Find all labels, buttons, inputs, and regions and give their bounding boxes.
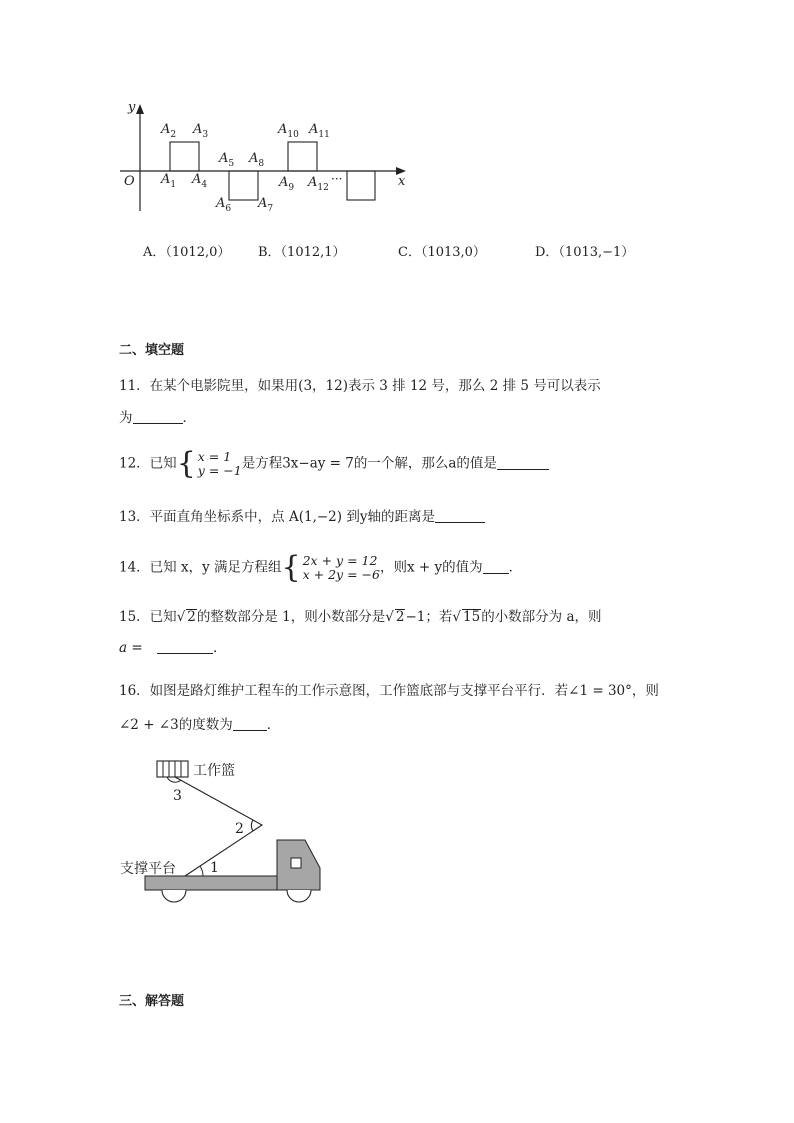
q15-text3: 的小数部分为 a，则 bbox=[481, 609, 602, 625]
option-b[interactable]: B．（1012,1） bbox=[258, 245, 346, 260]
label-a5: $A_5$ bbox=[219, 151, 235, 169]
q14-text: ，则x + y的值为 bbox=[379, 559, 483, 576]
q12-system bbox=[198, 450, 242, 478]
question-16-line1: 16．如图是路灯维护工程车的工作示意图，工作篮底部与支撑平台平行．若∠1 = 30°，则 bbox=[119, 683, 659, 699]
q15-answer-blank[interactable] bbox=[157, 639, 213, 654]
work-basket bbox=[157, 761, 188, 777]
wheel-rear bbox=[287, 890, 311, 902]
q15-radical-1: 2 bbox=[187, 609, 196, 625]
platform-label: 支撑平台 bbox=[120, 861, 176, 877]
square-a5-a8 bbox=[229, 171, 258, 200]
label-a9: $A_9$ bbox=[279, 175, 295, 193]
q14-eq1: 2x + y = 12 bbox=[302, 553, 378, 568]
label-a7: $A_7$ bbox=[258, 196, 274, 214]
angle-2-label: 2 bbox=[235, 821, 244, 837]
q15-end: ． bbox=[212, 640, 227, 656]
q14-system bbox=[303, 554, 380, 582]
x-axis-label: x bbox=[398, 174, 406, 189]
q14-prefix: 14．已知 x，y 满足方程组 bbox=[119, 559, 282, 576]
q12-text: 是方程3x−ay = 7的一个解，那么a的值是 bbox=[241, 455, 497, 472]
q15-a-equals: a = bbox=[119, 640, 147, 656]
option-a[interactable]: A．（1012,0） bbox=[143, 245, 231, 260]
square-wave-graph bbox=[110, 95, 420, 220]
q12-answer-blank[interactable] bbox=[497, 455, 549, 470]
q15-text1: 的整数部分是 1，则小数部分是 bbox=[196, 609, 386, 625]
q16-answer-blank[interactable] bbox=[233, 716, 267, 731]
label-a11: $A_{11}$ bbox=[309, 122, 330, 140]
q12-eq2: y = −1 bbox=[197, 463, 242, 478]
question-13 bbox=[119, 507, 485, 527]
question-11-line1: 11．在某个电影院里，如果用(3，12)表示 3 排 12 号，那么 2 排 5 号可以表示 bbox=[119, 378, 601, 394]
q12-brace: { bbox=[176, 446, 196, 481]
label-a2: $A_2$ bbox=[161, 122, 177, 140]
label-a3: $A_3$ bbox=[193, 122, 209, 140]
question-12 bbox=[119, 446, 549, 481]
q12-eq1: x = 1 bbox=[197, 449, 232, 464]
label-a1: $A_1$ bbox=[161, 172, 177, 190]
q13-answer-blank[interactable] bbox=[435, 508, 485, 523]
angle-1-label: 1 bbox=[210, 860, 219, 876]
square-a1-a4 bbox=[170, 142, 199, 171]
q11-prefix: 为 bbox=[119, 410, 133, 426]
ellipsis-dots: ··· bbox=[331, 172, 343, 186]
q11-end: ． bbox=[182, 410, 196, 426]
y-axis-arrow bbox=[136, 104, 144, 114]
wheel-front bbox=[162, 890, 186, 902]
q15-radical-2: 2 bbox=[395, 609, 405, 625]
q14-eq2: x + 2y = −6 bbox=[302, 567, 380, 582]
label-a4: $A_4$ bbox=[192, 172, 208, 190]
section-heading-solve: 三、解答题 bbox=[119, 994, 185, 1009]
q16-end: ． bbox=[266, 717, 281, 733]
angle-3-label: 3 bbox=[173, 788, 182, 804]
q15-text2: −1；若 bbox=[405, 609, 453, 625]
cab-window bbox=[291, 858, 301, 868]
angle-2-arc bbox=[251, 820, 253, 831]
label-a6: $A_6$ bbox=[216, 196, 232, 214]
label-a8: $A_8$ bbox=[249, 151, 265, 169]
basket-label: 工作篮 bbox=[193, 763, 235, 779]
square-next bbox=[347, 171, 375, 200]
question-11-line2 bbox=[119, 408, 196, 428]
q14-answer-blank[interactable] bbox=[483, 559, 509, 574]
origin-label: O bbox=[124, 174, 135, 189]
support-platform bbox=[145, 876, 280, 890]
y-axis-label: y bbox=[128, 100, 136, 115]
option-c[interactable]: C．（1013,0） bbox=[398, 245, 486, 260]
angle-1-arc bbox=[200, 866, 203, 876]
question-15-line2 bbox=[119, 638, 226, 658]
question-14 bbox=[119, 550, 523, 585]
q14-end: ． bbox=[508, 559, 523, 576]
q13-text: 13．平面直角坐标系中，点 A(1,−2) 到y轴的距离是 bbox=[119, 509, 435, 525]
q11-answer-blank[interactable] bbox=[133, 409, 183, 424]
truck-diagram bbox=[115, 755, 335, 915]
option-d[interactable]: D．（1013,−1） bbox=[535, 245, 635, 260]
section-heading-fill-in: 二、填空题 bbox=[119, 343, 185, 358]
label-a10: $A_{10}$ bbox=[278, 122, 299, 140]
square-a9-a12 bbox=[288, 142, 317, 171]
q14-brace: { bbox=[281, 550, 301, 585]
q15-prefix: 15．已知 bbox=[119, 609, 177, 625]
label-a12: $A_{12}$ bbox=[308, 175, 329, 193]
question-15-line1: 15．已知√ 2的整数部分是 1，则小数部分是√ 2−1；若√ 15的小数部分为 a，则 bbox=[119, 609, 602, 625]
q16-prefix: ∠2 + ∠3的度数为 bbox=[119, 717, 233, 733]
q12-prefix: 12．已知 bbox=[119, 455, 177, 472]
q15-radical-3: 15 bbox=[463, 609, 481, 625]
question-16-line2 bbox=[119, 715, 280, 735]
